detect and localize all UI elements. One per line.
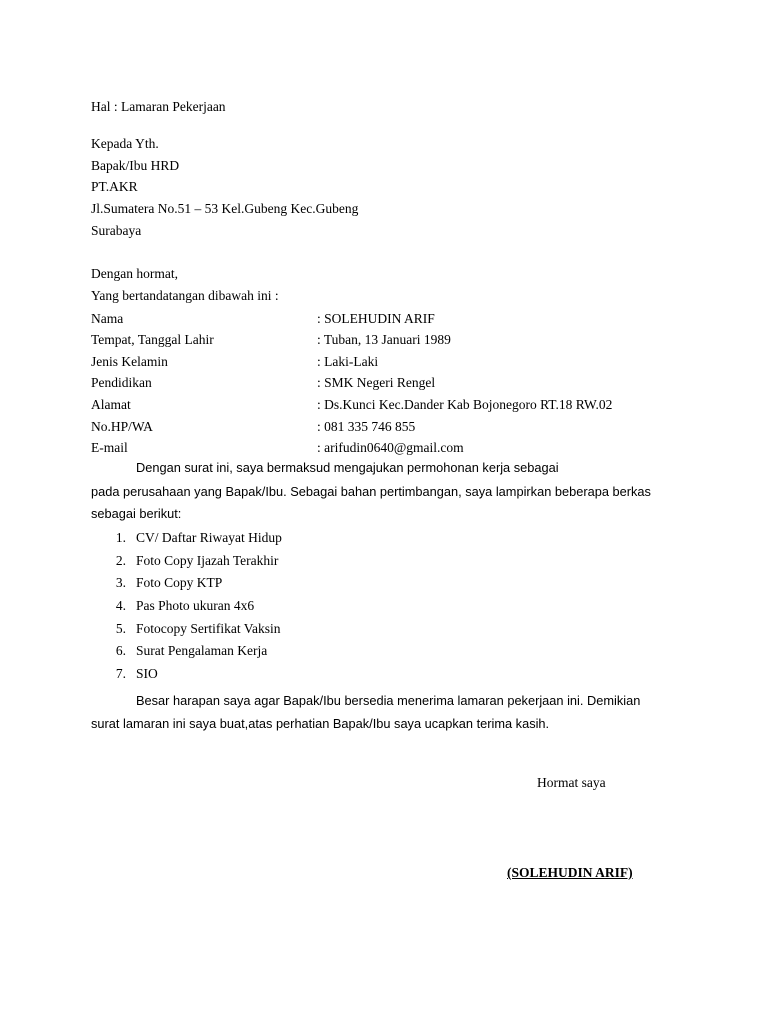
greeting: Dengan hormat,	[91, 266, 178, 281]
closing-line-1: Besar harapan saya agar Bapak/Ibu bersedia menerima lamaran pekerjaan ini. Demikian	[136, 693, 641, 708]
sign-off: Hormat saya	[537, 775, 606, 790]
field-label: E-mail	[91, 440, 128, 455]
field-label: Jenis Kelamin	[91, 354, 168, 369]
list-text: Foto Copy Ijazah Terakhir	[136, 553, 279, 568]
field-value: : 081 335 746 855	[317, 419, 416, 434]
field-value: : arifudin0640@gmail.com	[317, 440, 464, 455]
list-number: 1.	[115, 530, 126, 545]
recipient-line-2: Bapak/Ibu HRD	[91, 158, 180, 173]
body-line-2: pada perusahaan yang Bapak/Ibu. Sebagai bahan pertimbangan, saya lampirkan beberapa berkas	[91, 484, 651, 499]
list-text: Foto Copy KTP	[136, 575, 223, 590]
field-row-alamat	[91, 397, 711, 413]
recipient-line-3: PT.AKR	[91, 179, 138, 194]
body-line-1: Dengan surat ini, saya bermaksud mengajukan permohonan kerja sebagai	[136, 460, 559, 475]
list-number: 3.	[115, 575, 126, 590]
field-label: Tempat, Tanggal Lahir	[91, 332, 214, 347]
list-number: 5.	[115, 621, 126, 636]
field-label: Alamat	[91, 397, 131, 412]
field-row-jenis-kelamin	[91, 354, 711, 370]
recipient-line-1: Kepada Yth.	[91, 136, 159, 151]
field-value: : Laki-Laki	[317, 354, 379, 369]
list-text: SIO	[136, 666, 158, 681]
list-text: Surat Pengalaman Kerja	[136, 643, 268, 658]
field-row-nama	[91, 311, 711, 327]
list-number: 4.	[115, 598, 126, 613]
field-value: : Ds.Kunci Kec.Dander Kab Bojonegoro RT.18 RW.02	[317, 397, 613, 412]
list-text: CV/ Daftar Riwayat Hidup	[136, 530, 282, 545]
list-number: 6.	[115, 643, 126, 658]
field-row-email	[91, 440, 711, 456]
intro-line: Yang bertandatangan dibawah ini :	[91, 288, 279, 303]
recipient-line-5: Surabaya	[91, 223, 142, 238]
field-value: : SOLEHUDIN ARIF	[317, 311, 435, 326]
field-label: Pendidikan	[91, 375, 152, 390]
field-value: : SMK Negeri Rengel	[317, 375, 436, 390]
field-label: Nama	[91, 311, 124, 326]
field-label: No.HP/WA	[91, 419, 153, 434]
list-text: Fotocopy Sertifikat Vaksin	[136, 621, 281, 636]
list-text: Pas Photo ukuran 4x6	[136, 598, 255, 613]
list-number: 2.	[115, 553, 126, 568]
field-value: : Tuban, 13 Januari 1989	[317, 332, 451, 347]
field-row-no-hp-wa	[91, 419, 711, 435]
field-row-pendidikan	[91, 375, 711, 391]
signature-name: (SOLEHUDIN ARIF)	[507, 865, 633, 880]
body-line-3: sebagai berikut:	[91, 506, 182, 521]
list-number: 7.	[115, 666, 126, 681]
recipient-line-4: Jl.Sumatera No.51 – 53 Kel.Gubeng Kec.Gubeng	[91, 201, 359, 216]
field-row-tempat-tanggal-lahir	[91, 332, 711, 348]
closing-line-2: surat lamaran ini saya buat,atas perhatian Bapak/Ibu saya ucapkan terima kasih.	[91, 716, 550, 731]
subject-line: Hal : Lamaran Pekerjaan	[91, 99, 226, 114]
